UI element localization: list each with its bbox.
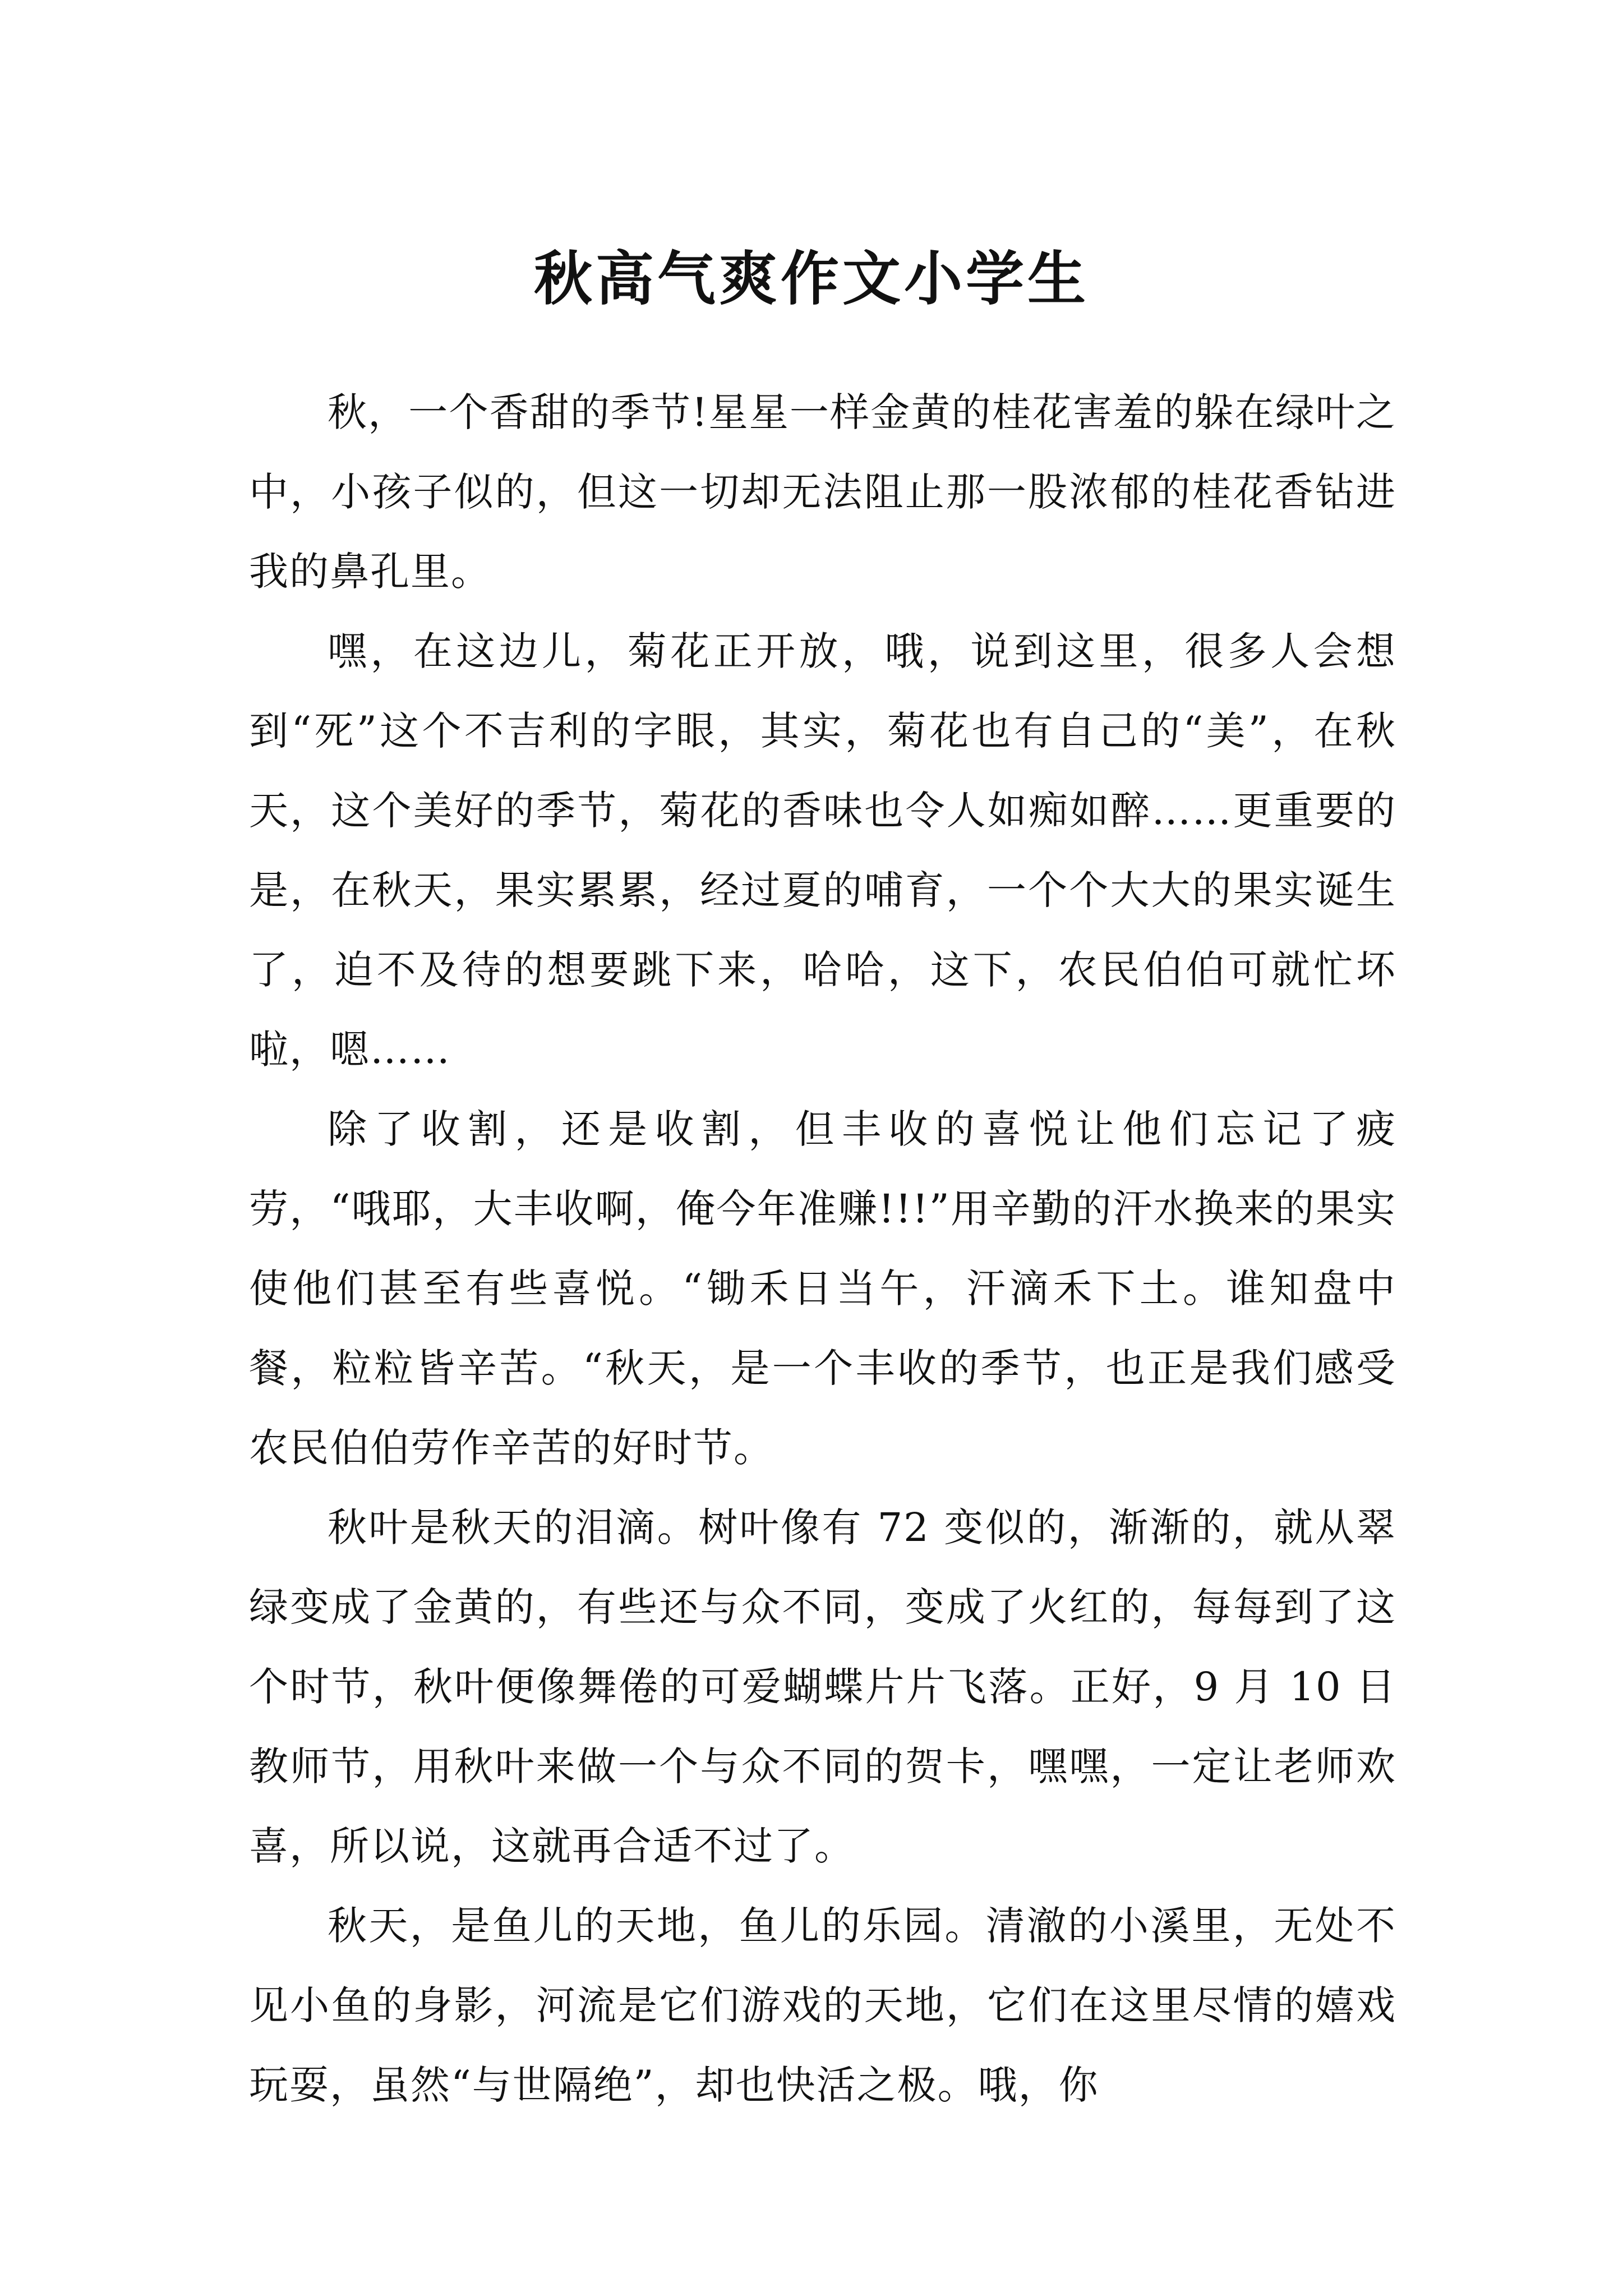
paragraph: 秋叶是秋天的泪滴。树叶像有 72 变似的，渐渐的，就从翠绿变成了金黄的，有些还与众不同，变成了火红的，每每到了这个时节，秋叶便像舞倦的可爱蝴蝶片片飞落。正好，9 月 10 日教师节，用秋叶来做一个与众不同的贺卡，嘿嘿，一定让老师欢喜，所以说，这就再合适不过了。 <box>249 1504 1396 1869</box>
document-body <box>249 372 1396 2125</box>
paragraph: 除了收割，还是收割，但丰收的喜悦让他们忘记了疲劳，“哦耶，大丰收啊，俺今年准赚!!!”用辛勤的汗水换来的果实使他们甚至有些喜悦。“锄禾日当午，汗滴禾下土。谁知盘中餐，粒粒皆辛苦。“秋天，是一个丰收的季节，也正是我们感受农民伯伯劳作辛苦的好时节。 <box>249 1106 1396 1471</box>
paragraph: 秋，一个香甜的季节!星星一样金黄的桂花害羞的躲在绿叶之中，小孩子似的，但这一切却无法阻止那一股浓郁的桂花香钻进我的鼻孔里。 <box>249 389 1396 595</box>
paragraph: 嘿，在这边儿，菊花正开放，哦，说到这里，很多人会想到“死”这个不吉利的字眼，其实，菊花也有自己的“美”，在秋天，这个美好的季节，菊花的香味也令人如痴如醉……更重要的是，在秋天，果实累累，经过夏的哺育，一个个大大的果实诞生了，迫不及待的想要跳下来，哈哈，这下，农民伯伯可就忙坏啦，嗯…… <box>249 628 1396 1073</box>
document-title: 秋高气爽作文小学生 <box>533 244 1089 313</box>
paragraph: 秋天，是鱼儿的天地，鱼儿的乐园。清澈的小溪里，无处不见小鱼的身影，河流是它们游戏的天地，它们在这里尽情的嬉戏玩耍，虽然“与世隔绝”，却也快活之极。哦，你 <box>249 1903 1396 2108</box>
